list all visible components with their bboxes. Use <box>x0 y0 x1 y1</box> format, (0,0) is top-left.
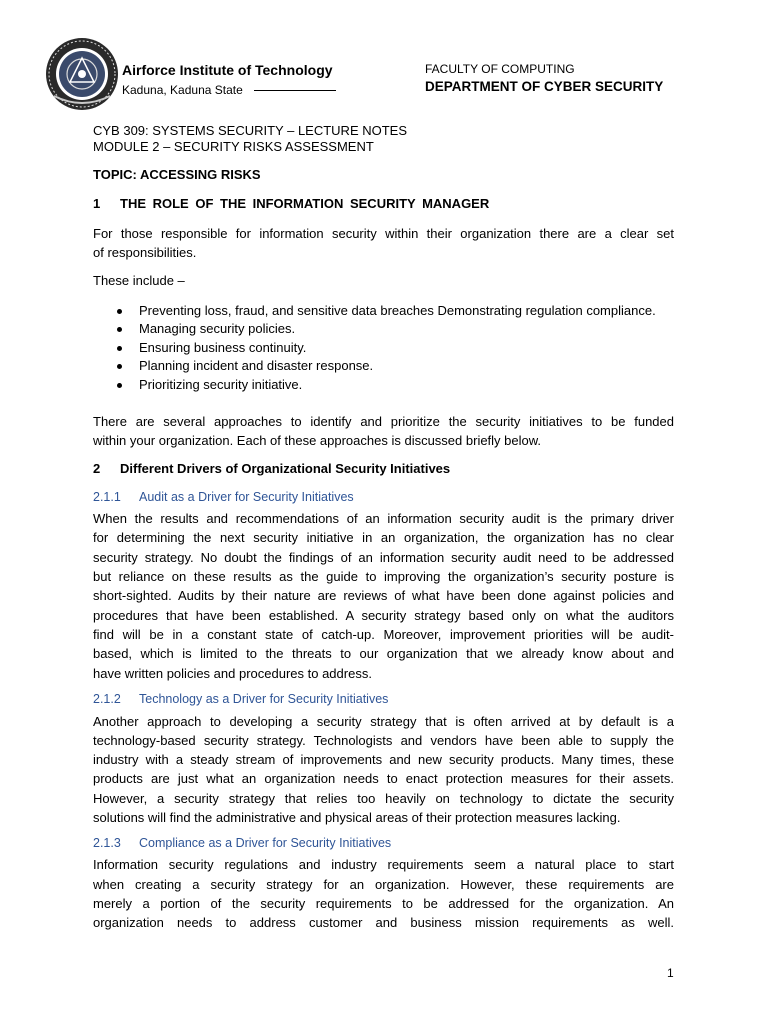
paragraph-line: products are just what an organization needs to enact protection measures for their assets. <box>93 771 674 786</box>
paragraph-line: When the results and recommendations of an information security audit is the primary driver <box>93 511 674 526</box>
institution-logo <box>44 36 120 112</box>
section-title: Different Drivers of Organizational Security Initiatives <box>120 461 451 476</box>
paragraph-line: solutions will find the administrative and physical areas of their protection measures lacking. <box>93 810 621 825</box>
paragraph-line: procedures that have been established. A security strategy based only on what the auditors <box>93 608 674 623</box>
paragraph-line: There are several approaches to identify and prioritize the security initiatives to be funded <box>93 414 674 429</box>
institution-location: Kaduna, Kaduna State <box>122 83 243 97</box>
subsection-title: Audit as a Driver for Security Initiatives <box>139 490 354 504</box>
paragraph-line: organization needs to address customer and business mission requirements as well. <box>93 915 674 930</box>
paragraph-line: but reliance on these results as the guide to improving the organization’s security posture is <box>93 569 674 584</box>
paragraph-line: find will be in a constant state of catch-up. Moreover, improvement priorities will be audit- <box>93 627 674 642</box>
page-number: 1 <box>667 966 674 980</box>
paragraph-line: technology-based security strategy. Technologists and vendors have been able to supply the <box>93 733 674 748</box>
subsection-heading-compliance <box>93 836 391 850</box>
module-title: MODULE 2 – SECURITY RISKS ASSESSMENT <box>93 139 374 154</box>
list-item: Prioritizing security initiative. <box>93 376 674 394</box>
header-rule <box>254 90 336 91</box>
paragraph-line: short-sighted. Audits by their nature are reviews of what have been done against policies and <box>93 588 674 603</box>
section-2-heading <box>93 461 450 476</box>
subsection-title: Compliance as a Driver for Security Initiatives <box>139 836 392 850</box>
section-number: 1 <box>93 196 101 211</box>
faculty-label: FACULTY OF COMPUTING <box>425 62 575 76</box>
paragraph-line: However, a security strategy that relies too heavily on technology to dictate the security <box>93 791 674 806</box>
subsection-heading-technology <box>93 692 388 706</box>
paragraph-line: have written policies and procedures to address. <box>93 666 372 681</box>
list-item: Preventing loss, fraud, and sensitive data breaches Demonstrating regulation compliance. <box>93 302 674 320</box>
paragraph-line: for determining the next security initiative in an organization, the organization has no clear <box>93 530 674 545</box>
paragraph-line: of responsibilities. <box>93 245 197 260</box>
paragraph-line: within your organization. Each of these approaches is discussed briefly below. <box>93 433 542 448</box>
section-1-heading <box>93 196 489 211</box>
responsibility-list <box>93 302 674 394</box>
course-code-title: CYB 309: SYSTEMS SECURITY – LECTURE NOTES <box>93 123 408 138</box>
paragraph-line: merely a portion of the security requirements to be addressed for the organization. An <box>93 896 674 911</box>
topic-title: TOPIC: ACCESSING RISKS <box>93 167 261 182</box>
subsection-heading-audit <box>93 490 354 504</box>
subsection-number: 2.1.3 <box>93 836 121 850</box>
list-lead: These include – <box>93 273 185 288</box>
subsection-number: 2.1.1 <box>93 490 121 504</box>
paragraph-line: based, which is limited to the threats to our organization that we already know about and <box>93 646 674 661</box>
list-item: Ensuring business continuity. <box>93 339 674 357</box>
section-title: THE ROLE OF THE INFORMATION SECURITY MANAGER <box>120 196 490 211</box>
list-item: Managing security policies. <box>93 320 674 338</box>
institution-name: Airforce Institute of Technology <box>122 62 333 78</box>
paragraph-line: industry with a steady stream of improvements and new security products. Many times, these <box>93 752 674 767</box>
paragraph-line: when creating a security strategy for an organization. However, these requirements are <box>93 877 674 892</box>
subsection-title: Technology as a Driver for Security Initiatives <box>139 692 389 706</box>
paragraph-line: For those responsible for information security within their organization there are a clear set <box>93 226 674 241</box>
department-label: DEPARTMENT OF CYBER SECURITY <box>425 79 664 94</box>
paragraph-line: security strategy. No doubt the findings of an information security audit need to be addressed <box>93 550 674 565</box>
subsection-number: 2.1.2 <box>93 692 121 706</box>
paragraph-line: Another approach to developing a security strategy that is often arrived at by default is a <box>93 714 674 729</box>
paragraph-line: Information security regulations and industry requirements seem a natural place to start <box>93 857 674 872</box>
section-number: 2 <box>93 461 101 476</box>
list-item: Planning incident and disaster response. <box>93 357 674 375</box>
